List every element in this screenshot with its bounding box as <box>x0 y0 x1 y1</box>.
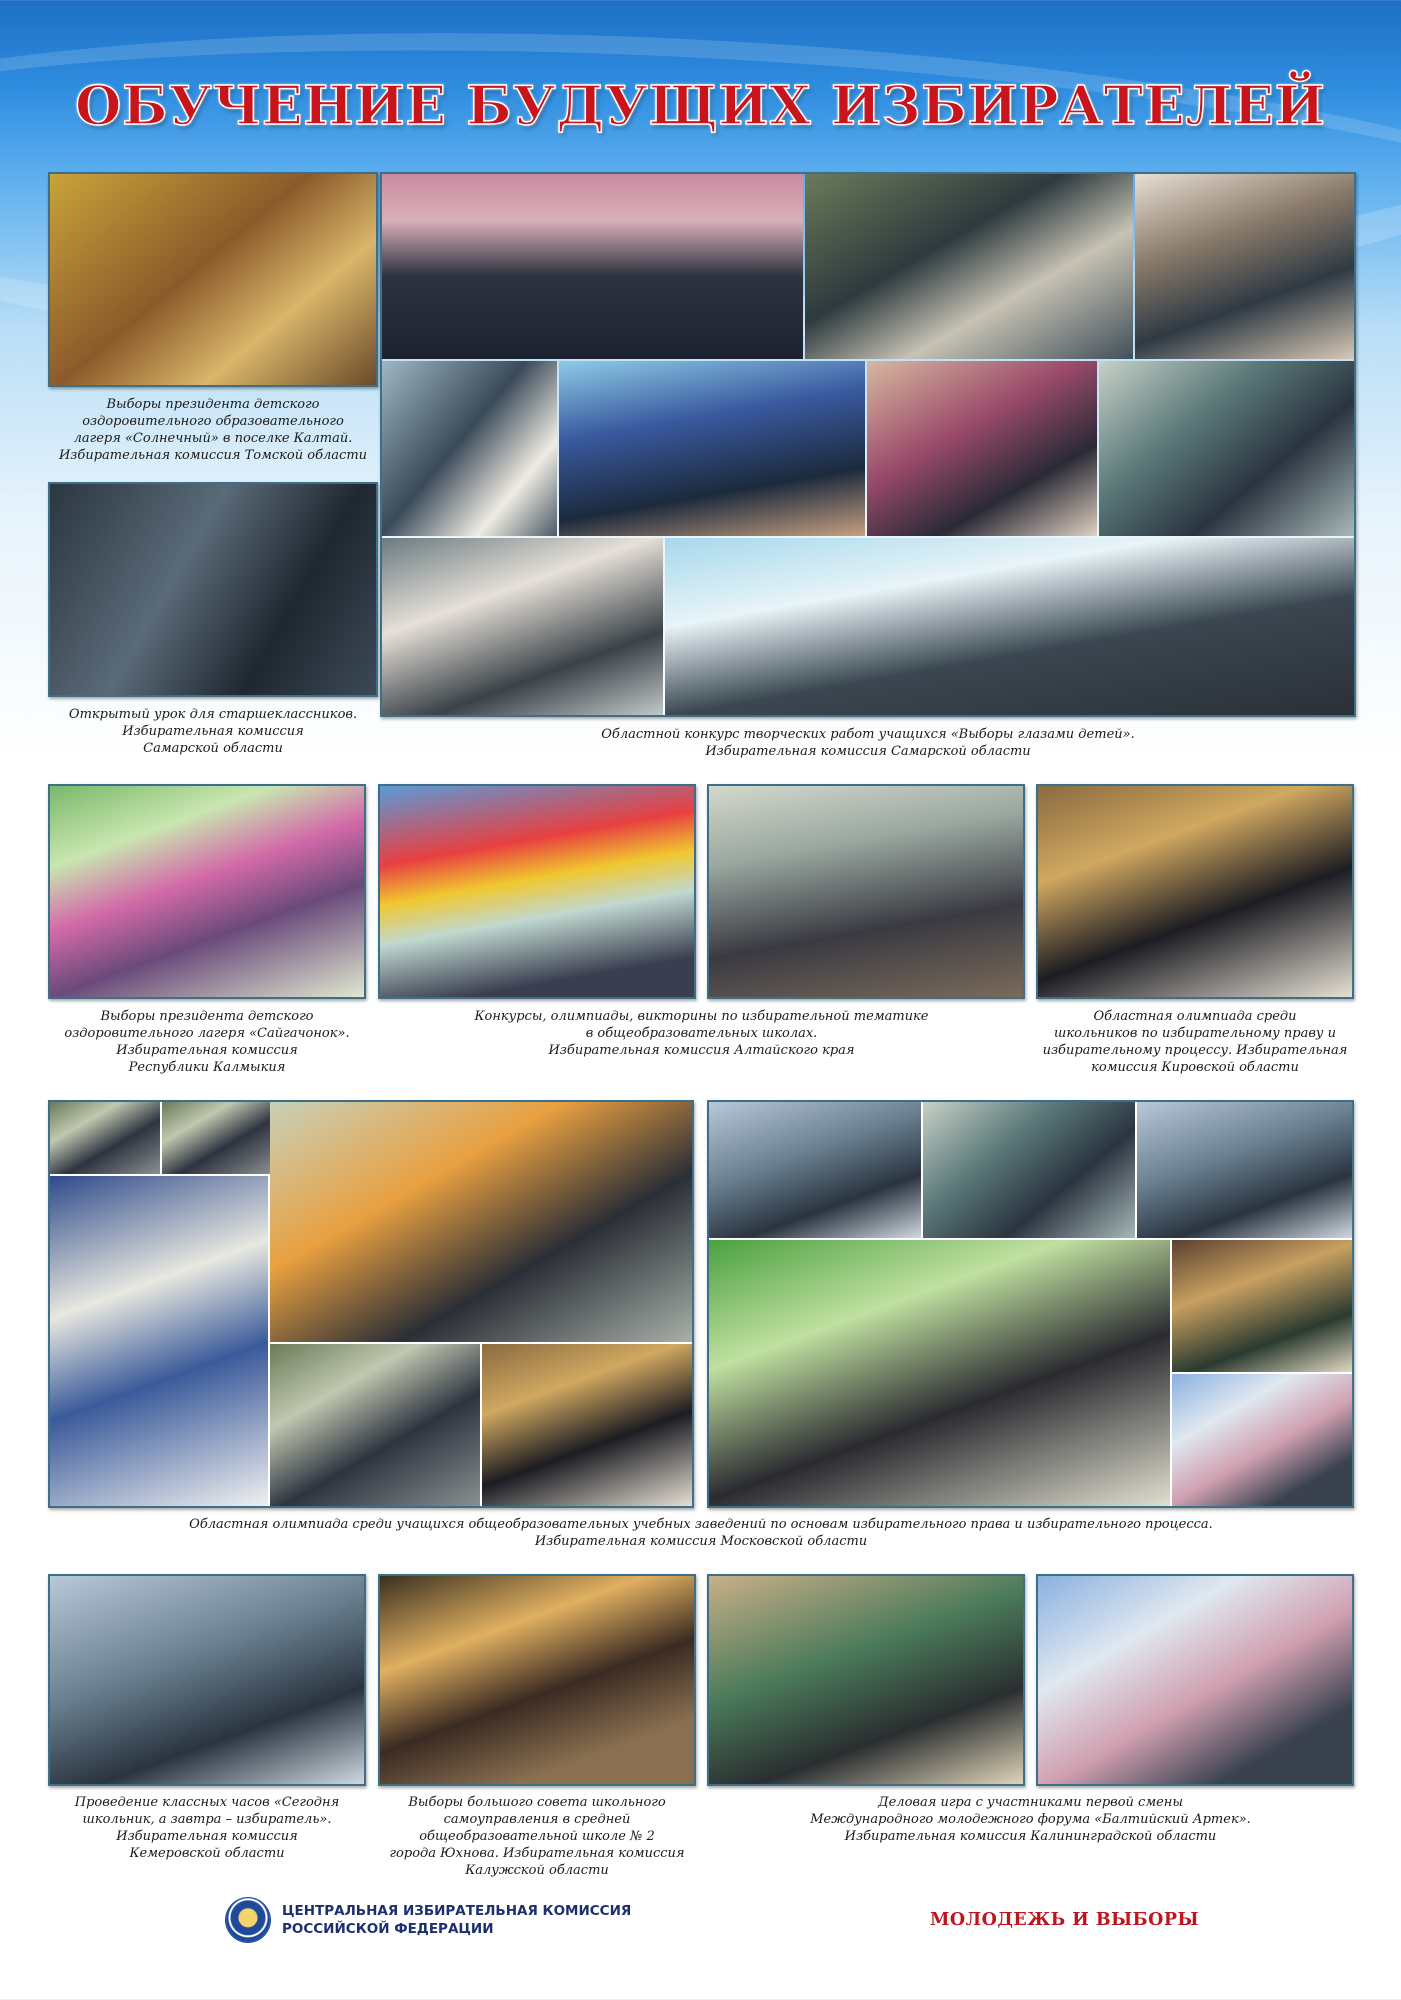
caption-samara-contest: Областной конкурс творческих работ учащихся «Выборы глазами детей». Избирательная комиссия Самарской области <box>601 727 1135 759</box>
photo-kirov-library <box>1036 784 1354 999</box>
photo-altai-classroom <box>707 784 1025 999</box>
photo-group-class <box>382 174 803 359</box>
caption-kalmykia: Выборы президента детского оздоровительного лагеря «Сайгачонок». Избирательная комиссия Республики Калмыкия <box>64 1009 350 1075</box>
photo-classroom-students <box>1137 1102 1352 1238</box>
caption-moscow: Областная олимпиада среди учащихся общеобразовательных учебных заведений по основам избирательного права и избирательного процесса. Избирательная комиссия Московской области <box>189 1517 1213 1549</box>
photo-future-voters-banner <box>559 361 865 536</box>
photo-kaluga-students <box>378 1574 696 1786</box>
photo-students-exam <box>270 1102 692 1342</box>
collage-moscow-left <box>48 1100 694 1508</box>
caption-altai: Конкурсы, олимпиады, викторины по избирательной тематике в общеобразовательных школах. Избирательная комиссия Алтайского края <box>474 1009 929 1058</box>
emblem-icon <box>226 1898 270 1942</box>
caption-kemerovo: Проведение классных часов «Сегодня школьник, а завтра – избиратель». Избирательная комиссия Кемеровской области <box>74 1795 340 1861</box>
caption-kaluga: Выборы большого совета школьного самоуправления в средней общеобразовательной школе № 2 города Юхнова. Избирательная комиссия Калужской области <box>389 1795 685 1878</box>
footer-organization: ЦЕНТРАЛЬНАЯ ИЗБИРАТЕЛЬНАЯ КОМИССИЯ РОССИЙСКОЙ ФЕДЕРАЦИИ <box>282 1903 632 1937</box>
caption-kaltay: Выборы президента детского оздоровительного образовательного лагеря «Солнечный» в поселке Калтай. Избирательная комиссия Томской области <box>58 397 368 463</box>
photo-classroom-small <box>50 1102 160 1174</box>
photo-classroom-small <box>162 1102 272 1174</box>
photo-info-board <box>50 1176 268 1506</box>
photo-group-banners <box>665 538 1354 715</box>
photo-library-students <box>709 1102 921 1238</box>
photo-kalmykia-camp <box>48 784 366 999</box>
footer-series-title: МОЛОДЕЖЬ И ВЫБОРЫ <box>930 1910 1200 1930</box>
photo-group-stage <box>1172 1374 1352 1506</box>
photo-students-poster <box>1135 174 1354 359</box>
photo-altai-stage <box>378 784 696 999</box>
photo-baltic-artek-hall <box>1036 1574 1354 1786</box>
photo-students-writing <box>270 1344 480 1506</box>
photo-library-hall <box>1172 1240 1352 1372</box>
photo-baltic-artek-game <box>707 1574 1025 1786</box>
caption-kaliningrad: Деловая игра с участниками первой смены Международного молодежного форума «Балтийский Артек». Избирательная комиссия Калининградской области <box>810 1795 1251 1844</box>
collage-moscow-right <box>707 1100 1354 1508</box>
photo-students-desk <box>482 1344 692 1506</box>
photo-group-poster <box>382 538 663 715</box>
photo-students-hall <box>1099 361 1354 536</box>
caption-kirov: Областная олимпиада среди школьников по избирательному праву и избирательному процессу. Избирательная комиссия Кировской области <box>1042 1009 1348 1075</box>
photo-kemerovo-classroom <box>48 1574 366 1786</box>
photo-kaltay-camp <box>48 172 378 387</box>
photo-students-writing <box>805 174 1133 359</box>
caption-samara-lesson: Открытый урок для старшеклассников. Избирательная комиссия Самарской области <box>68 707 358 756</box>
photo-students-smiling <box>867 361 1097 536</box>
collage-samara-contest <box>380 172 1356 717</box>
photo-samara-open-lesson <box>48 482 378 697</box>
photo-teacher-helping <box>709 1240 1170 1506</box>
poster-title: ОБУЧЕНИЕ БУДУЩИХ ИЗБИРАТЕЛЕЙ <box>75 75 1326 137</box>
photo-classroom-board <box>923 1102 1135 1238</box>
photo-girl-drawing <box>382 361 557 536</box>
